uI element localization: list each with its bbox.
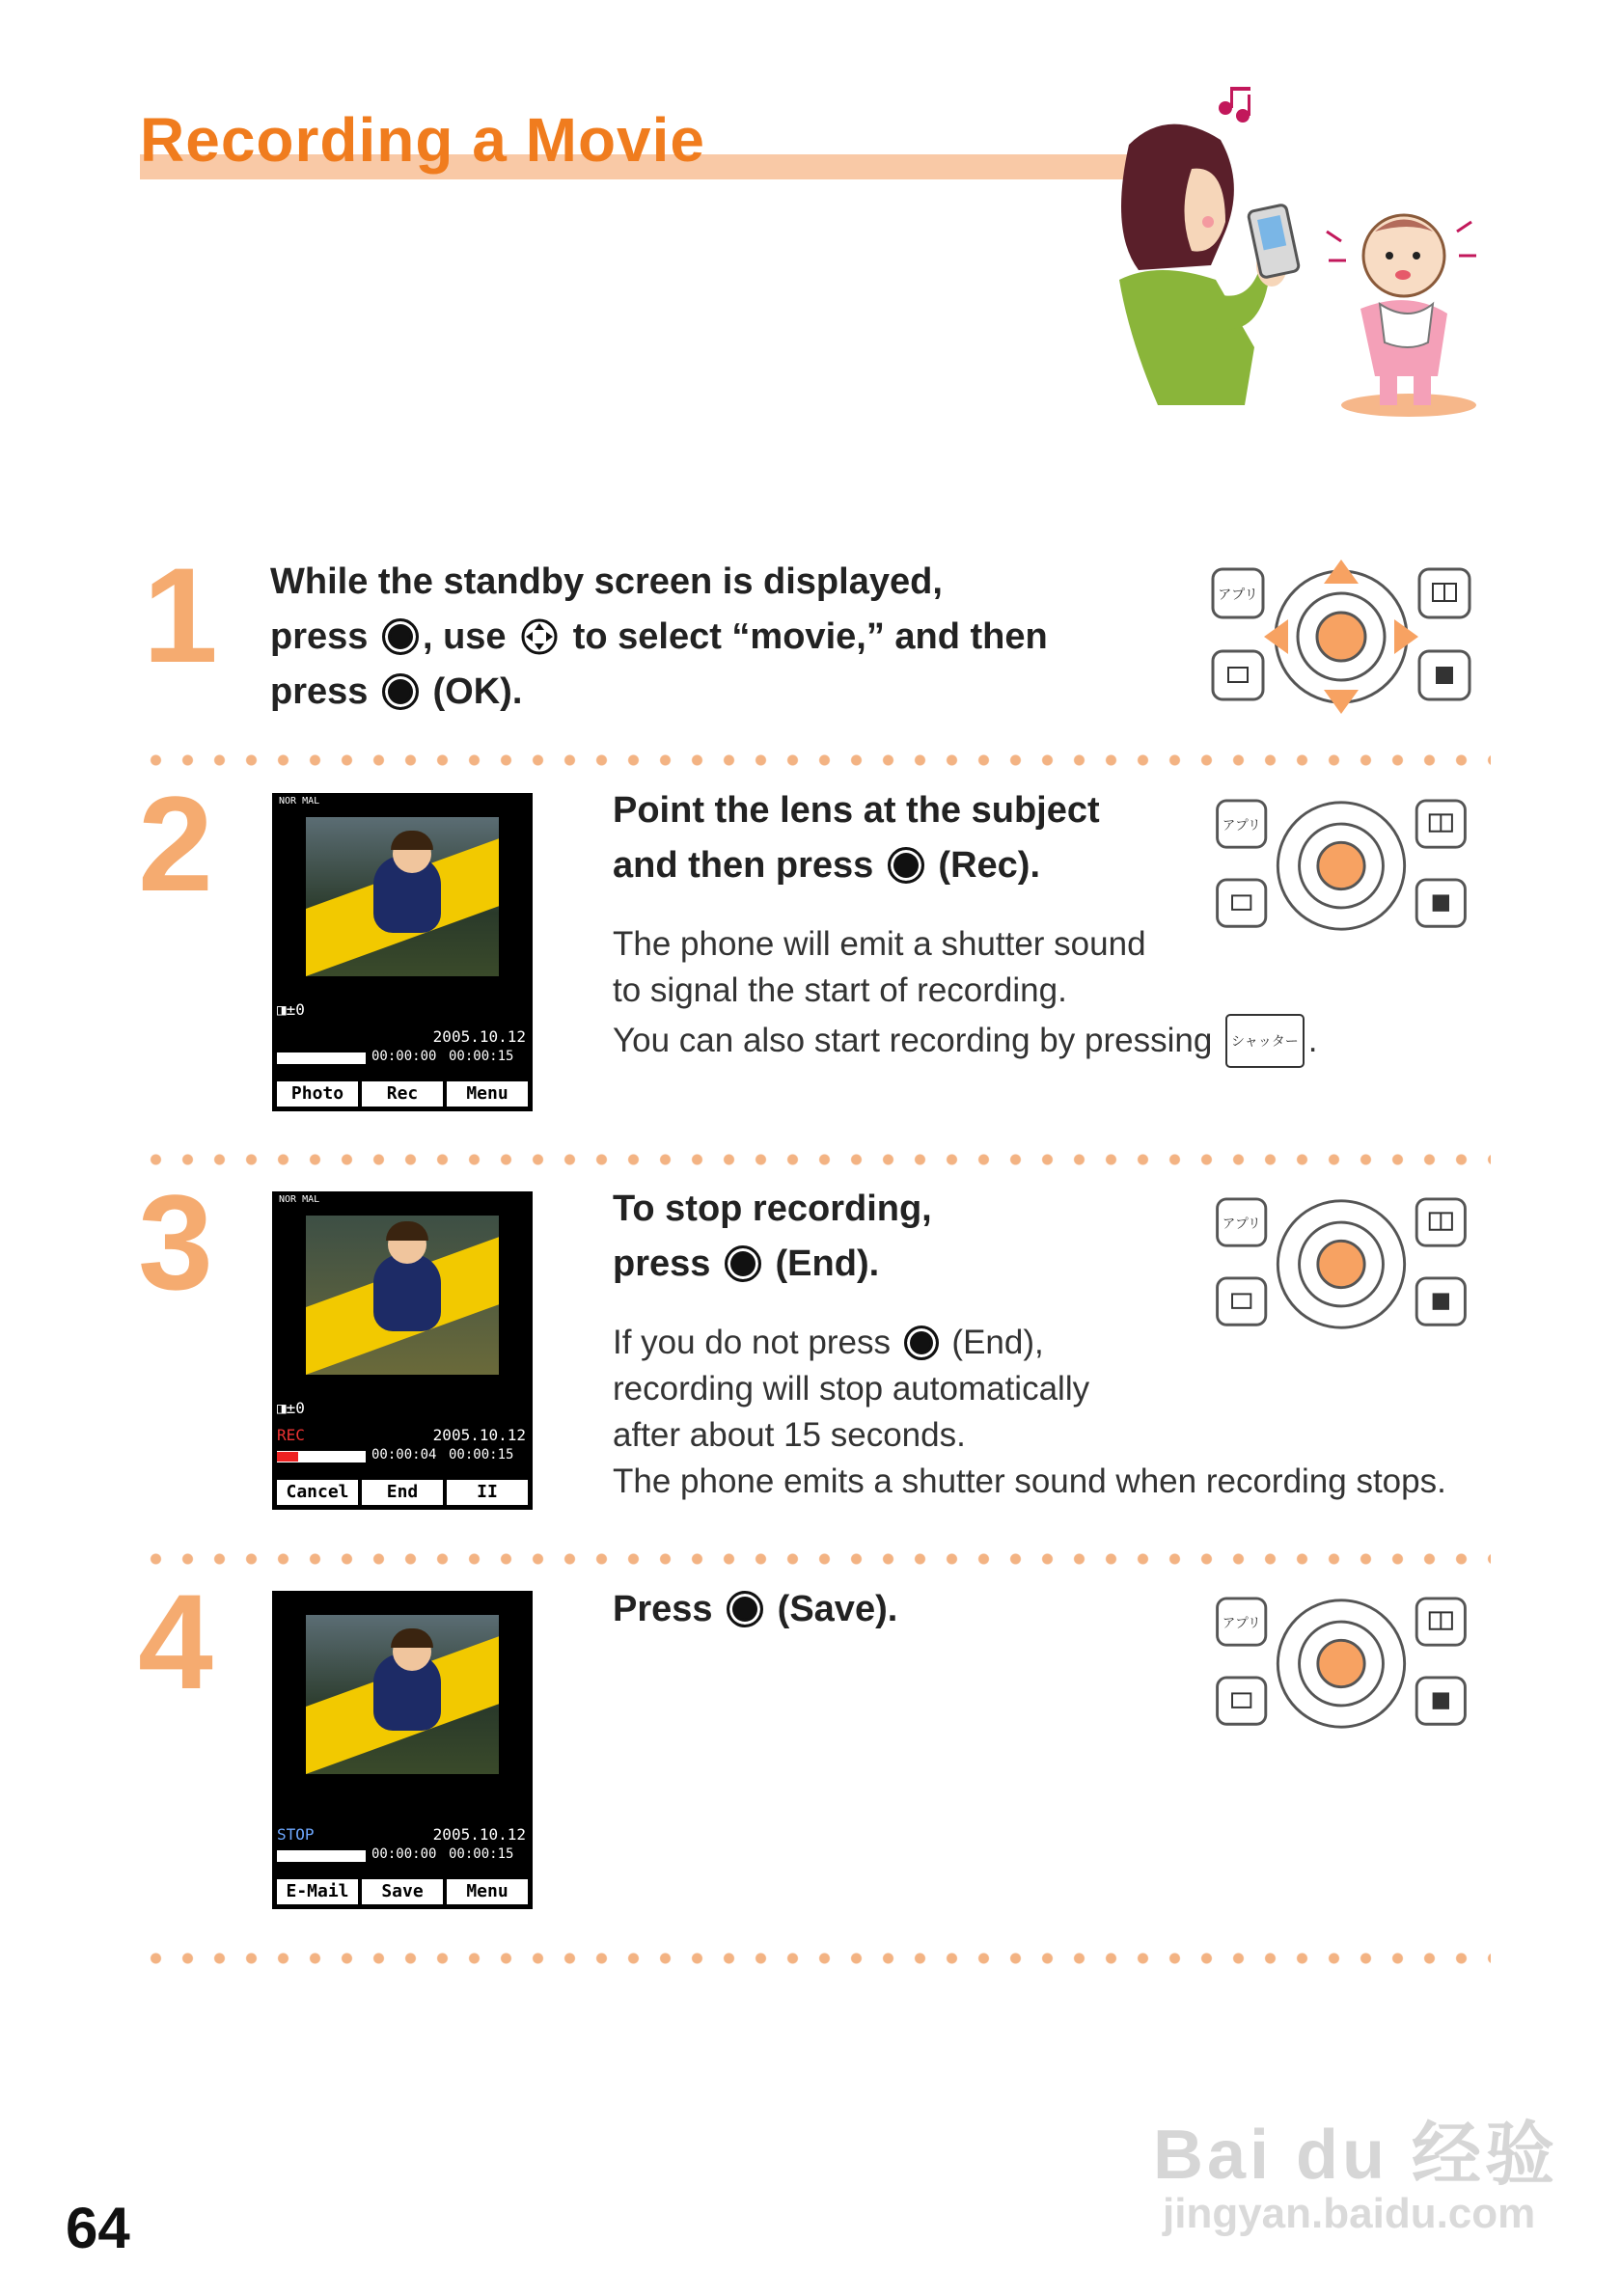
keypad-diagram-navigation bbox=[1201, 555, 1481, 719]
step-number: 1 bbox=[143, 539, 218, 691]
phone-screen-recording bbox=[272, 1191, 533, 1510]
keypad-diagram-center bbox=[1206, 1584, 1476, 1743]
date-display: 2005.10.12 bbox=[432, 1825, 526, 1844]
phone-screen-ready bbox=[272, 793, 533, 1111]
step-3-body-line: (End), bbox=[951, 1324, 1044, 1361]
keypad-diagram-center bbox=[1206, 1185, 1476, 1344]
step-4-text: (Save). bbox=[777, 1589, 898, 1629]
step-3-body-line: The phone emits a shutter sound when recording stops. bbox=[613, 1462, 1446, 1500]
softkey-bar bbox=[275, 1877, 530, 1906]
app-key-label: アプリ bbox=[1222, 1216, 1261, 1232]
center-button-icon bbox=[727, 1591, 763, 1627]
softkey-save[interactable]: Save bbox=[362, 1879, 443, 1904]
step-3-heading bbox=[613, 1182, 1192, 1292]
center-button-icon bbox=[382, 618, 419, 655]
center-button-icon bbox=[904, 1326, 939, 1360]
divider bbox=[140, 1953, 1491, 1964]
step-2-body-line: to signal the start of recording. bbox=[613, 971, 1067, 1009]
page-number: 64 bbox=[66, 2196, 130, 2260]
recording-progress bbox=[277, 1850, 366, 1862]
preview-image bbox=[306, 1216, 499, 1375]
step-1-text: , use bbox=[422, 616, 507, 657]
keypad-diagram-center bbox=[1206, 786, 1476, 945]
step-1-text: (OK). bbox=[432, 671, 523, 712]
app-key-label: アプリ bbox=[1218, 588, 1258, 603]
stop-indicator: STOP bbox=[277, 1825, 315, 1844]
divider bbox=[140, 1154, 1491, 1165]
step-3-heading-line1: To stop recording, bbox=[613, 1189, 932, 1229]
baidu-watermark-logo: Bai du 经验 bbox=[1153, 2117, 1559, 2194]
softkey-menu[interactable]: Menu bbox=[447, 1879, 528, 1904]
step-number: 4 bbox=[138, 1566, 213, 1717]
step-4-text: Press bbox=[613, 1589, 713, 1629]
step-1-text: to select “movie,” and then bbox=[572, 616, 1048, 657]
divider bbox=[140, 1553, 1491, 1565]
mode-label: NOR MAL bbox=[279, 1194, 320, 1205]
step-2-body-line: The phone will emit a shutter sound bbox=[613, 925, 1146, 963]
recording-progress-fill bbox=[277, 1452, 298, 1462]
ez-icon bbox=[1436, 667, 1453, 684]
step-3-text: (End). bbox=[775, 1244, 880, 1284]
step-2-heading bbox=[613, 783, 1192, 893]
step-1-instruction bbox=[270, 555, 1196, 720]
baidu-watermark-url: jingyan.baidu.com bbox=[1163, 2190, 1536, 2237]
elapsed-time: 00:00:00 bbox=[371, 1846, 437, 1862]
brightness-status: ◨±0 bbox=[277, 1399, 305, 1417]
recording-progress bbox=[277, 1052, 366, 1064]
step-2-body-line: You can also start recording by pressing bbox=[613, 1022, 1213, 1059]
step-3-body bbox=[613, 1320, 1539, 1505]
total-time: 00:00:15 bbox=[449, 1447, 514, 1462]
date-display: 2005.10.12 bbox=[432, 1027, 526, 1046]
step-2-text: (Rec). bbox=[938, 845, 1040, 886]
center-button-icon bbox=[725, 1245, 761, 1282]
elapsed-time: 00:00:04 bbox=[371, 1447, 437, 1462]
app-key-label: アプリ bbox=[1222, 1615, 1261, 1631]
softkey-menu[interactable]: Menu bbox=[447, 1081, 528, 1107]
step-4-heading bbox=[613, 1582, 1192, 1637]
step-1-text: press bbox=[270, 671, 369, 712]
total-time: 00:00:15 bbox=[449, 1049, 514, 1064]
center-button-icon bbox=[382, 673, 419, 710]
woman-filming-baby-illustration bbox=[1100, 87, 1505, 473]
elapsed-time: 00:00:00 bbox=[371, 1049, 437, 1064]
music-notes-icon bbox=[1219, 87, 1250, 123]
softkey-bar bbox=[275, 1478, 530, 1507]
baby-figure bbox=[1341, 215, 1476, 417]
softkey-cancel[interactable]: Cancel bbox=[277, 1480, 358, 1505]
page-title: Recording a Movie bbox=[140, 105, 705, 175]
softkey-bar bbox=[275, 1080, 530, 1108]
total-time: 00:00:15 bbox=[449, 1846, 514, 1862]
softkey-end[interactable]: End bbox=[362, 1480, 443, 1505]
step-2-body: The phone will emit a shutter sound to signal the start of recording. You can also start recording by pressing シャッター . bbox=[613, 921, 1500, 1068]
brightness-status: ◨±0 bbox=[277, 1000, 305, 1019]
phone-screen-stopped bbox=[272, 1591, 533, 1909]
softkey-rec[interactable]: Rec bbox=[362, 1081, 443, 1107]
softkey-email[interactable]: E-Mail bbox=[277, 1879, 358, 1904]
softkey-photo[interactable]: Photo bbox=[277, 1081, 358, 1107]
shutter-key-icon: シャッター bbox=[1225, 1014, 1305, 1068]
step-1-line1: While the standby screen is displayed, bbox=[270, 561, 943, 602]
navigation-key-icon bbox=[520, 617, 559, 656]
center-button-icon bbox=[888, 847, 924, 884]
step-number: 3 bbox=[138, 1166, 213, 1318]
divider bbox=[140, 754, 1491, 766]
step-2-text: and then press bbox=[613, 845, 874, 886]
step-2-heading-line1: Point the lens at the subject bbox=[613, 790, 1100, 831]
date-display: 2005.10.12 bbox=[432, 1426, 526, 1444]
preview-image bbox=[306, 1615, 499, 1774]
softkey-pause[interactable]: II bbox=[447, 1480, 528, 1505]
step-3-text: press bbox=[613, 1244, 711, 1284]
step-number: 2 bbox=[138, 768, 213, 919]
step-3-body-line: after about 15 seconds. bbox=[613, 1416, 966, 1454]
app-key-label: アプリ bbox=[1222, 817, 1261, 834]
mode-label: NOR MAL bbox=[279, 796, 320, 806]
preview-image bbox=[306, 817, 499, 976]
step-3-body-line: recording will stop automatically bbox=[613, 1370, 1090, 1408]
step-1-text: press bbox=[270, 616, 369, 657]
rec-indicator: REC bbox=[277, 1426, 305, 1444]
step-3-body-line: If you do not press bbox=[613, 1324, 891, 1361]
